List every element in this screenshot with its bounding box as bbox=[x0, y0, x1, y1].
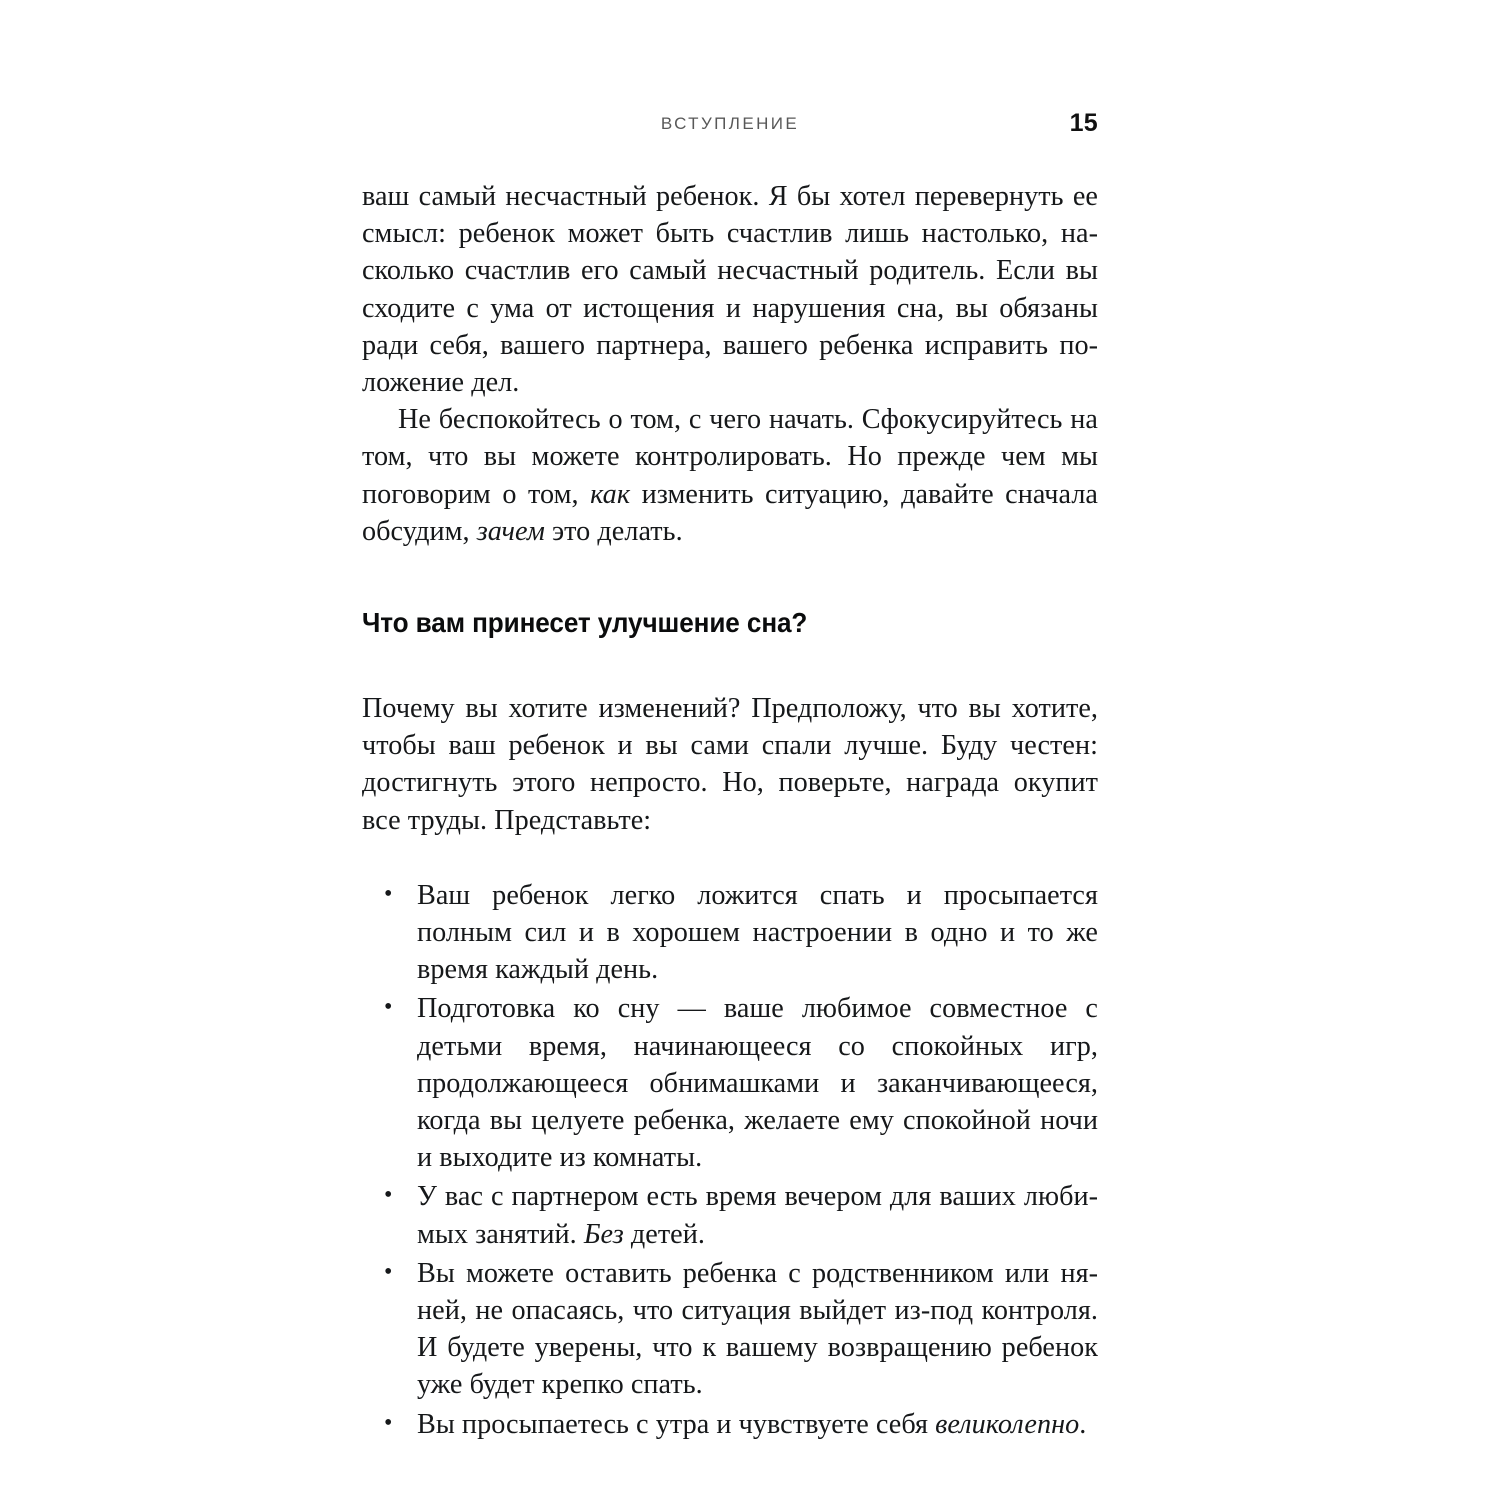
running-head bbox=[362, 109, 1098, 142]
emphasis-bez: Без bbox=[583, 1218, 624, 1250]
benefit-list bbox=[362, 877, 1098, 1443]
spacer-before-heading bbox=[362, 550, 1098, 606]
page-number: 15 bbox=[1069, 109, 1098, 137]
paragraph-focus-part-2: изменить ситуацию, давайте сначала обсудим, bbox=[362, 478, 1098, 547]
list-item-part-1: У вас с партнером есть время вечером для ваших любимых занятий. bbox=[417, 1181, 1098, 1250]
section-heading: Что вам принесет улучшение сна? bbox=[362, 607, 808, 639]
list-item: • Ваш ребенок легко ложится спать и просыпается полным сил и в хорошем настроении в одно и то же время каждый день. bbox=[382, 877, 1098, 989]
emphasis-zachem: зачем bbox=[476, 515, 545, 547]
emphasis-velikolepno: великолепно bbox=[935, 1408, 1080, 1440]
list-item bbox=[382, 1406, 1098, 1443]
paragraph-continuation: ваш самый несчастный ребенок. Я бы хотел перевернуть ее смысл: ребенок может быть счастлив лишь настолько, насколько счастлив его самый несчастный родитель. Если вы сходите с ума от истощения и нарушения сна, вы обязаны ради себя, вашего партнера, вашего ребенка исправить положение дел. bbox=[362, 181, 1098, 399]
emphasis-kak: как bbox=[590, 478, 631, 510]
section-intro-paragraph: Почему вы хотите изменений? Предположу, что вы хотите, чтобы ваш ребенок и вы сами спали лучше. Буду честен: достигнуть этого непросто. Но, поверьте, награда окупит все труды. Представьте: bbox=[362, 693, 1098, 836]
list-item: • Вы можете оставить ребенка с родственником или няней, не опасаясь, что ситуация выйдет из-под контроля. И будете уверены, что к вашему возвращению ребенок уже будет крепко спать. bbox=[382, 1255, 1098, 1404]
list-item-part-2: детей. bbox=[623, 1218, 705, 1250]
list-item-part-1: Вы просыпаетесь с утра и чувствуете себя bbox=[417, 1408, 936, 1440]
list-item bbox=[382, 1178, 1098, 1252]
paragraph-focus-part-3: это делать. bbox=[544, 515, 683, 547]
list-item-part-2: . bbox=[1079, 1408, 1087, 1440]
spacer-before-list bbox=[362, 839, 1098, 877]
list-item: • Подготовка ко сну — ваше любимое совместное с детьми время, начинающееся со спокойных игр, продолжающееся обнимашками и заканчивающееся, когда вы целуете ребенка, желаете ему спокойной ночи и выходите из комнаты. bbox=[382, 990, 1098, 1176]
paragraph-focus-part-1: Не беспокойтесь о том, с чего начать. Сфокусируйтесь на том, что вы можете контролировать. Но прежде чем мы поговорим о том, bbox=[362, 404, 1098, 510]
page-content bbox=[362, 178, 1098, 1443]
spacer-after-heading bbox=[362, 640, 1098, 690]
running-head-title: ВСТУПЛЕНИЕ bbox=[660, 114, 800, 133]
paragraph-focus bbox=[362, 401, 1098, 550]
